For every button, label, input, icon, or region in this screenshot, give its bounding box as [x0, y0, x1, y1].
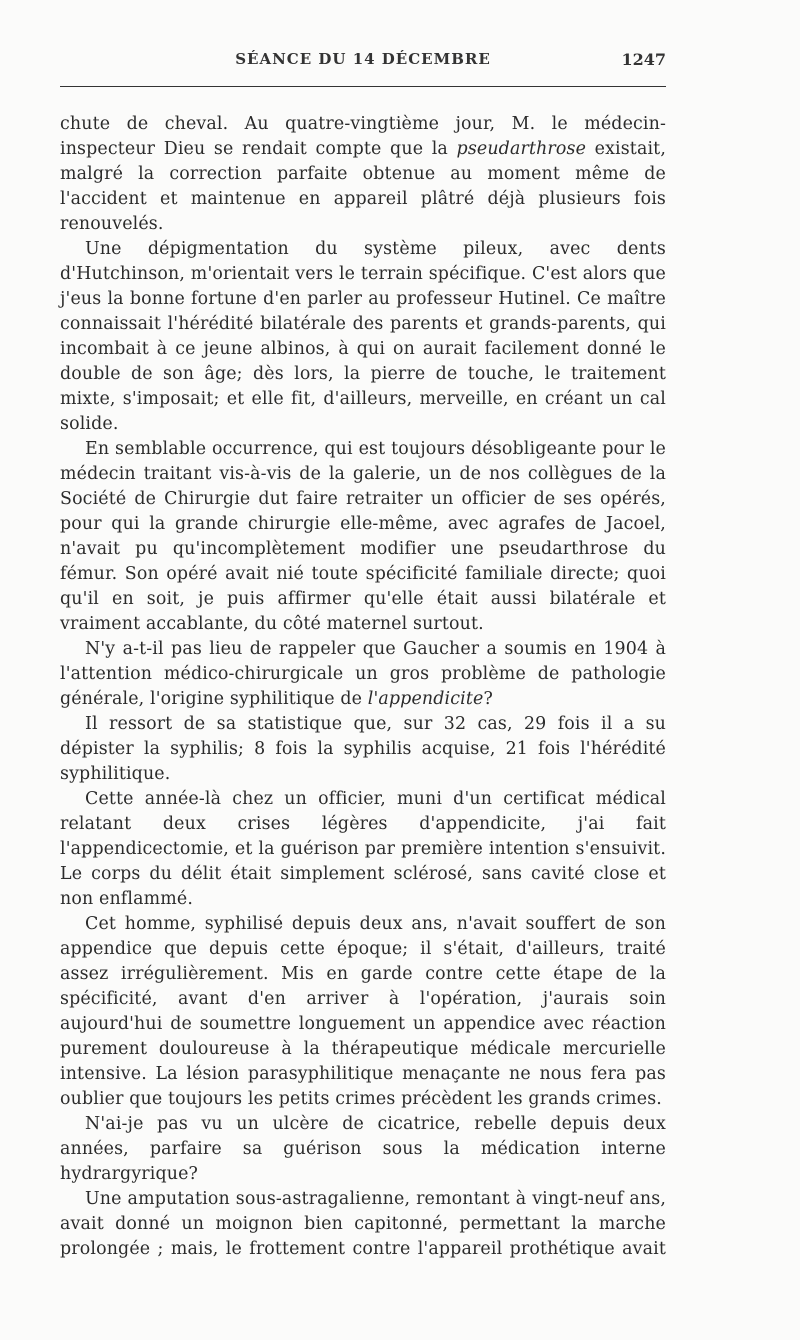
paragraph-2: Une dépigmentation du système pileux, avec dents d'Hutchinson, m'orientait vers le terrain spécifique. C'est alors que j'eus la bonne fortune d'en parler au professeur Hutinel. Ce maître connaissait l'hérédité bilatérale des parents et grands-parents, qui incombait à ce jeune albinos, à qui on aurait facilement donné le double de son âge; dès lors, la pierre de touche, le traitement mixte, s'imposait; et elle fit, d'ailleurs, merveille, en créant un cal solide.: [60, 239, 666, 434]
paragraph-1: [60, 112, 666, 237]
running-header: [60, 50, 666, 84]
paragraph-7: Cet homme, syphilisé depuis deux ans, n'avait souffert de son appendice que depuis cette époque; il s'était, d'ailleurs, traité assez irrégulièrement. Mis en garde contre cette étape de la spécificité, avant d'en arriver à l'opération, j'aurais soin aujourd'hui de soumettre longuement un appendice avec réaction purement douloureuse à la thérapeutique médicale mercurielle intensive. La lésion parasyphilitique menaçante ne nous fera pas oublier que toujours les petits crimes précèdent les grands crimes.: [60, 914, 666, 1109]
paragraph-3: En semblable occurrence, qui est toujours désobligeante pour le médecin traitant vis-à-vis de la galerie, un de nos collègues de la Société de Chirurgie dut faire retraiter un officier de ses opérés, pour qui la grande chirurgie elle-même, avec agrafes de Jacoel, n'avait pu qu'incomplètement modifier une pseudarthrose du fémur. Son opéré avait nié toute spécificité familiale directe; quoi qu'il en soit, je puis affirmer qu'elle était aussi bilatérale et vraiment accablante, du côté maternel surtout.: [60, 439, 666, 634]
paragraph-6: Cette année-là chez un officier, muni d'un certificat médical relatant deux crises légères d'appendicite, j'ai fait l'appendicectomie, et la guérison par première intention s'ensuivit. Le corps du délit était simplement sclérosé, sans cavité close et non enflammé.: [60, 789, 666, 909]
header-rule: [60, 86, 666, 87]
paragraph-4: [60, 637, 666, 712]
paragraph-4-italic: l'appendicite: [367, 689, 484, 709]
paragraph-4-text-end: ?: [483, 689, 493, 709]
book-page: [60, 50, 666, 1259]
paragraph-4-text: N'y a-t-il pas lieu de rappeler que Gaucher a soumis en 1904 à l'attention médico-chirurgicale un gros problème de pathologie générale, l'origine syphilitique de: [60, 639, 666, 709]
running-title: SÉANCE DU 14 DÉCEMBRE: [235, 50, 491, 68]
paragraph-1-text-end: existait, malgré la correction parfaite obtenue au moment même de l'accident et maintenue en appareil plâtré déjà plusieurs fois renouvelés.: [60, 139, 666, 234]
paragraph-5: Il ressort de sa statistique que, sur 32 cas, 29 fois il a su dépister la syphilis; 8 fois la syphilis acquise, 21 fois l'hérédité syphilitique.: [60, 714, 666, 784]
paragraph-9: Une amputation sous-astragalienne, remontant à vingt-neuf ans, avait donné un moignon bien capitonné, permettant la marche prolongée ; mais, le frottement contre l'appareil prothétique avait: [60, 1189, 666, 1259]
paragraph-8: N'ai-je pas vu un ulcère de cicatrice, rebelle depuis deux années, parfaire sa guérison sous la médication interne hydrargyrique?: [60, 1114, 666, 1184]
paragraph-1-text: chute de cheval. Au quatre-vingtième jour, M. le médecin-inspecteur Dieu se rendait compte que la: [60, 114, 666, 159]
paragraph-1-italic: pseudarthrose: [456, 139, 587, 159]
page-number: 1247: [621, 50, 666, 69]
body-text: [60, 112, 666, 1262]
